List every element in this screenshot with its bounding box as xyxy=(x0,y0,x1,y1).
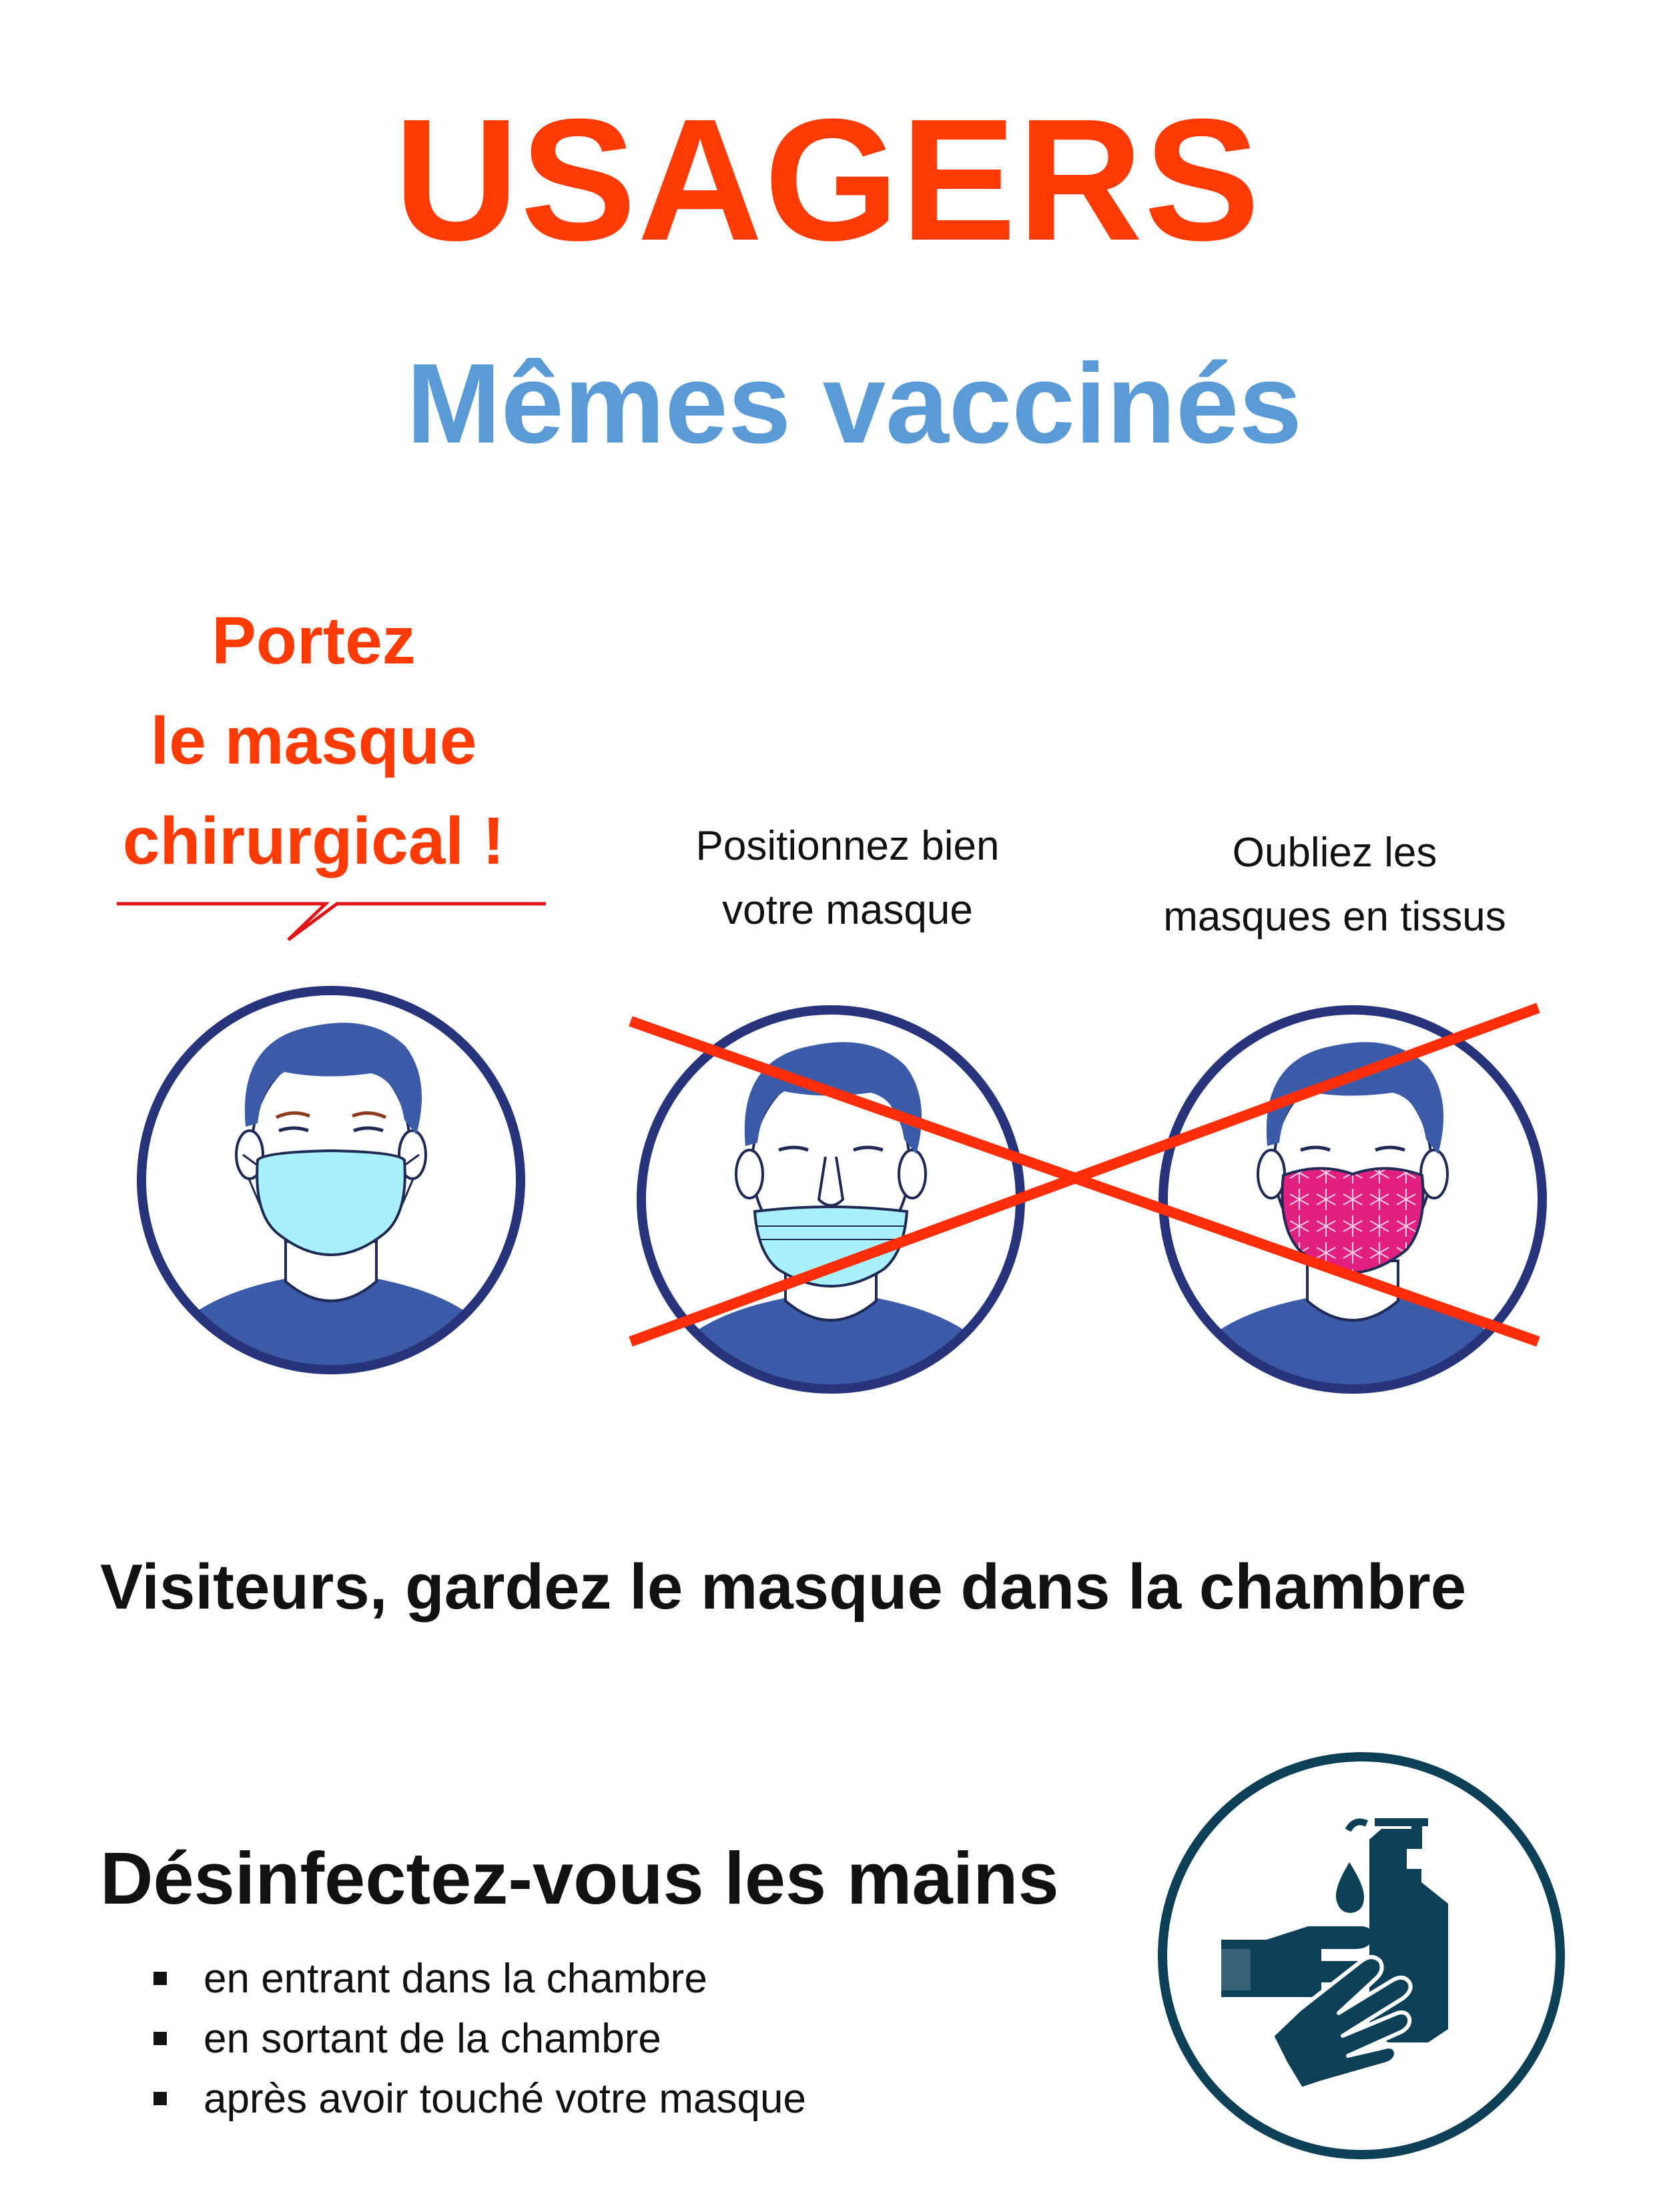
bullet-square-icon xyxy=(153,1972,167,1985)
hand-sanitizer-icon xyxy=(1154,1749,1568,2163)
caption-fabric-mask: Oubliez les masques en tissus xyxy=(1163,830,1506,940)
caption-position-mask: Positionnez bien votre masque xyxy=(695,823,1000,934)
list-item: en entrant dans la chambre xyxy=(153,1949,806,2009)
callout-text: Portez le masque chirurgical ! xyxy=(122,603,505,878)
hygiene-list xyxy=(153,1949,806,2129)
page-title: USAGERS xyxy=(394,83,1261,277)
hygiene-title: Désinfectez-vous les mains xyxy=(100,1838,1059,1920)
bullet-square-icon xyxy=(153,2032,167,2045)
visitors-instruction: Visiteurs, gardez le masque dans la chambre xyxy=(100,1551,1467,1623)
list-item: après avoir touché votre masque xyxy=(153,2069,806,2129)
list-item: en sortant de la chambre xyxy=(153,2009,806,2069)
bullet-square-icon xyxy=(153,2092,167,2105)
page-subtitle: Mêmes vaccinés xyxy=(406,340,1302,467)
